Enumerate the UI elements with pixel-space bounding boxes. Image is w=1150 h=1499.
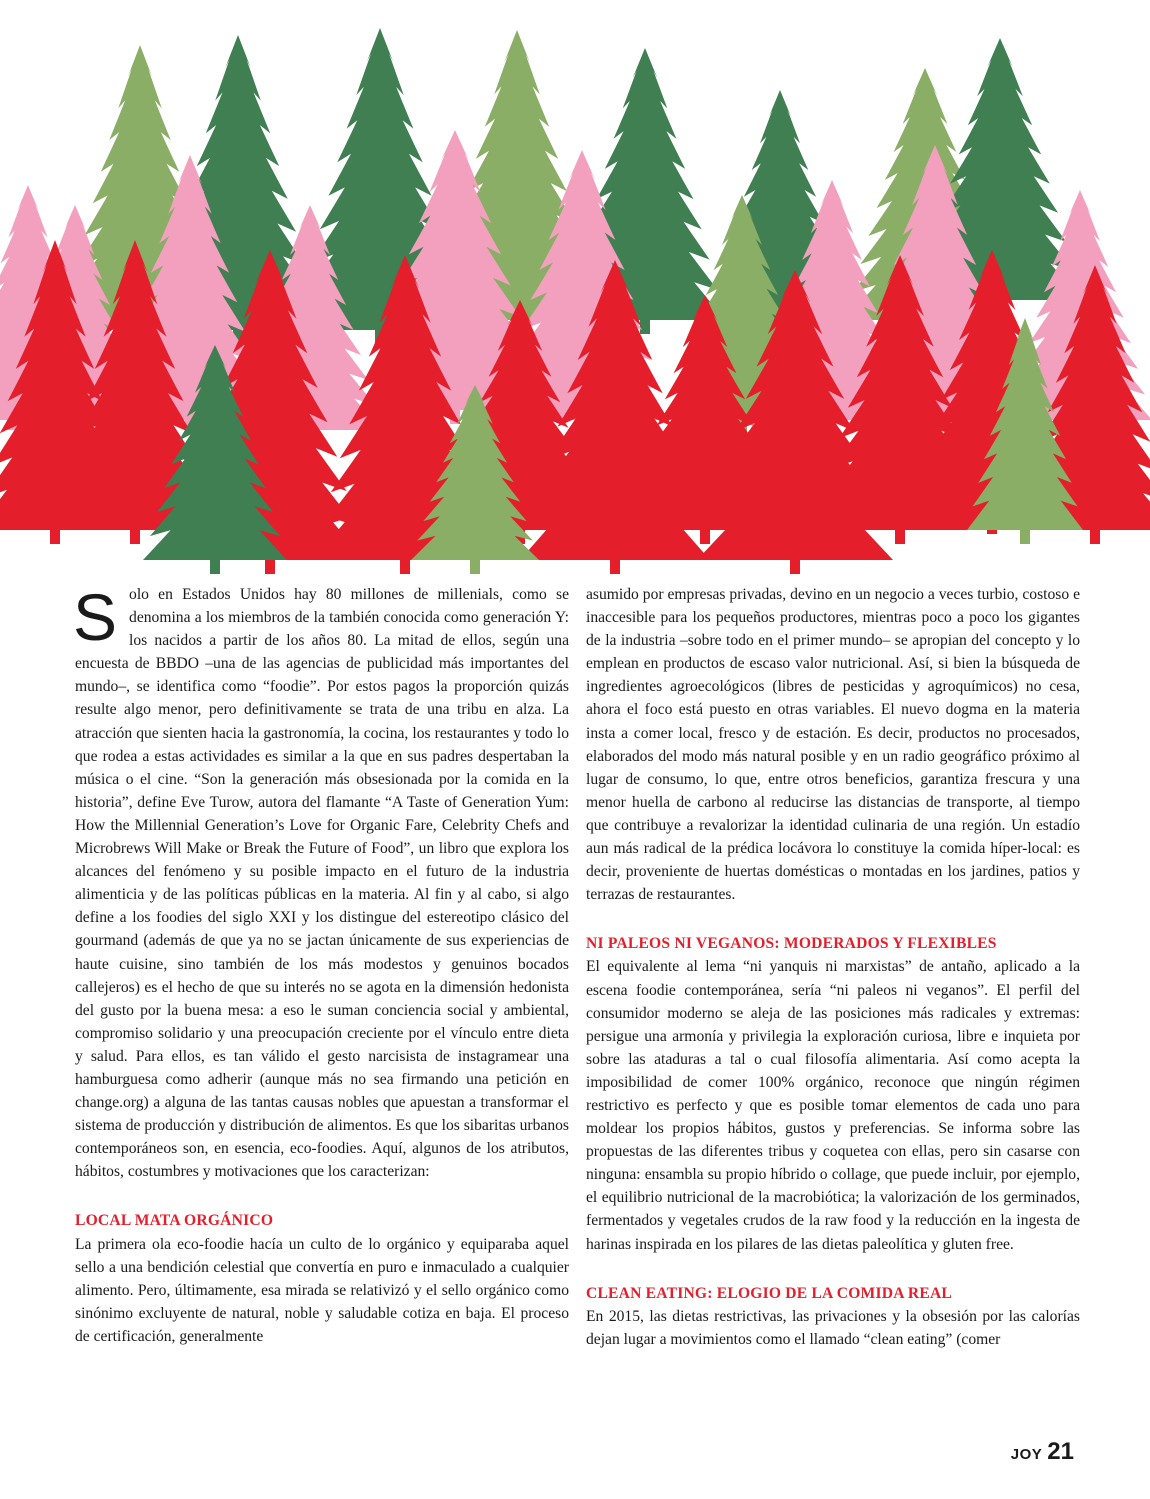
section-heading-clean-eating: CLEAN EATING: ELOGIO DE LA COMIDA REAL (586, 1284, 953, 1302)
left-column (73, 580, 569, 1348)
dropcap: S (73, 580, 118, 654)
right-column (586, 583, 1080, 1351)
magazine-name: JOY (1010, 1446, 1043, 1463)
intro-text: olo en Estados Unidos hay 80 millones de millenials, como se denomina a los miembros de la también conocida como generación Y: los nacidos a partir de los años 80. La mitad de ellos, según una encuesta de BBDO –una de las agencias de publicidad más importantes del mundo–, se identifica como “foodie”. Por estos pagos la proporción quizás resulte algo menor, pero definitivamente se trata de una tribu en alza. La atracción que sienten hacia la gastronomía, la cocina, los restaurantes y todo lo que rodea a estas actividades es similar a la que en sus padres despertaban la música o el cine. “Son la generación más obsesionada por la comida en la historia”, define Eve Turow, autora del flamante “A Taste of Generation Yum: How the Millennial Generation’s Love for Organic Fare, Celebrity Chefs and Microbrews Will Make or Break the Future of Food”, un libro que explora los alcances del fenómeno y su posible impacto en el futuro de la industria alimenticia y de las políticas públicas en la materia. Al fin y al cabo, si algo define a los foodies del siglo XXI y los distingue del estereotipo clásico del gourmand (además de que ya no se jactan únicamente de sus experiencias de haute cuisine, sino también de los más modestos y genuinos bocados callejeros) es el hecho de que su interés no se agota en la dimensión hedonista del gusto por la buena mesa: a eso le suman conciencia social y ambiental, compromiso solidario y una preocupación creciente por el vínculo entre dieta y salud. Para ellos, es tan válido el gesto narcisista de instagramear una hamburguesa como adherir (aunque más no sea firmando una petición en change.org) a alguna de las tantas causas nobles que apuestan a transformar el sistema de producción y distribución de alimentos. Es que los sibaritas urbanos contemporáneos son, en esencia, eco-foodies. Aquí, algunos de los atributos, hábitos, costumbres y motivaciones que los caracterizan: (75, 586, 569, 1181)
pine-forest-illustration (0, 0, 1150, 575)
page-number: 21 (1047, 1438, 1074, 1465)
section-text-clean-eating: En 2015, las dietas restrictivas, las privaciones y la obsesión por las calorías dejan lugar a movimientos como el llamado “clean eating” (comer (586, 1307, 1080, 1348)
section-heading-local: LOCAL MATA ORGÁNICO (75, 1212, 274, 1230)
intro-paragraph (73, 580, 569, 1183)
page-folio (1011, 1438, 1074, 1466)
section-text-local: La primera ola eco-foodie hacía un culto de lo orgánico y equiparaba aquel sello a una bendición celestial que convertía en puro e inmaculado a cualquier alimento. Pero, últimamente, esa mirada se relativizó y el sello orgánico como sinónimo excluyente de natural, noble y saludable cotiza en baja. El proceso de certificación, generalmente (75, 1235, 569, 1345)
section-heading-paleos: NI PALEOS NI VEGANOS: MODERADOS Y FLEXIBLES (586, 935, 997, 953)
section-text-paleos: El equivalente al lema “ni yanquis ni marxistas” de antaño, aplicado a la escena foodie contemporánea, sería “ni paleos ni veganos”. El perfil del consumidor moderno se aleja de las posiciones más radicales y extremas: persigue una armonía y privilegia la exploración curiosa, libre e inquieta por sobre las ataduras a tal o cual filosofía alimentaria. Así como acepta la imposibilidad de comer 100% orgánico, reconoce que ningún régimen restrictivo es perfecto y que es posible tomar elementos de cada uno para moldear los propios hábitos, gustos y preferencias. Se informa sobre las propuestas de las diferentes tribus y coquetea con ellas, pero sin casarse con ninguna: ensambla su propio híbrido o collage, que puede incluir, por ejemplo, el equilibrio nutricional de la macrobiótica; la valorización de los germinados, fermentados y vegetales crudos de la raw food y la reducción en la ingesta de harinas inspirada en los pilares de las dietas paleolítica y gluten free. (586, 958, 1080, 1253)
section-text-local-continued: asumido por empresas privadas, devino en un negocio a veces turbio, costoso e inaccesible para los pequeños productores, mientras poco a poco los gigantes de la industria –sobre todo en el primer mundo– se apropian del concepto y lo emplean en productos de escaso valor nutricional. Así, si bien la búsqueda de ingredientes agroecológicos (libres de pesticidas y agroquímicos) no cesa, ahora el foco está puesto en otras variables. El nuevo dogma en la materia insta a comer local, fresco y de estación. Es decir, productos no procesados, elaborados del modo más natural posible y en un radio geográfico próximo al lugar de consumo, lo que, entre otros beneficios, garantiza frescura y una menor huella de carbono al reducirse las distancias de transporte, al tiempo que contribuye a revalorizar la identidad culinaria de una región. Un estadío aun más radical de la prédica locávora lo constituye la comida híper-local: es decir, proveniente de huertas domésticas o montadas en los jardines, patios y terrazas de restaurantes. (586, 586, 1080, 904)
